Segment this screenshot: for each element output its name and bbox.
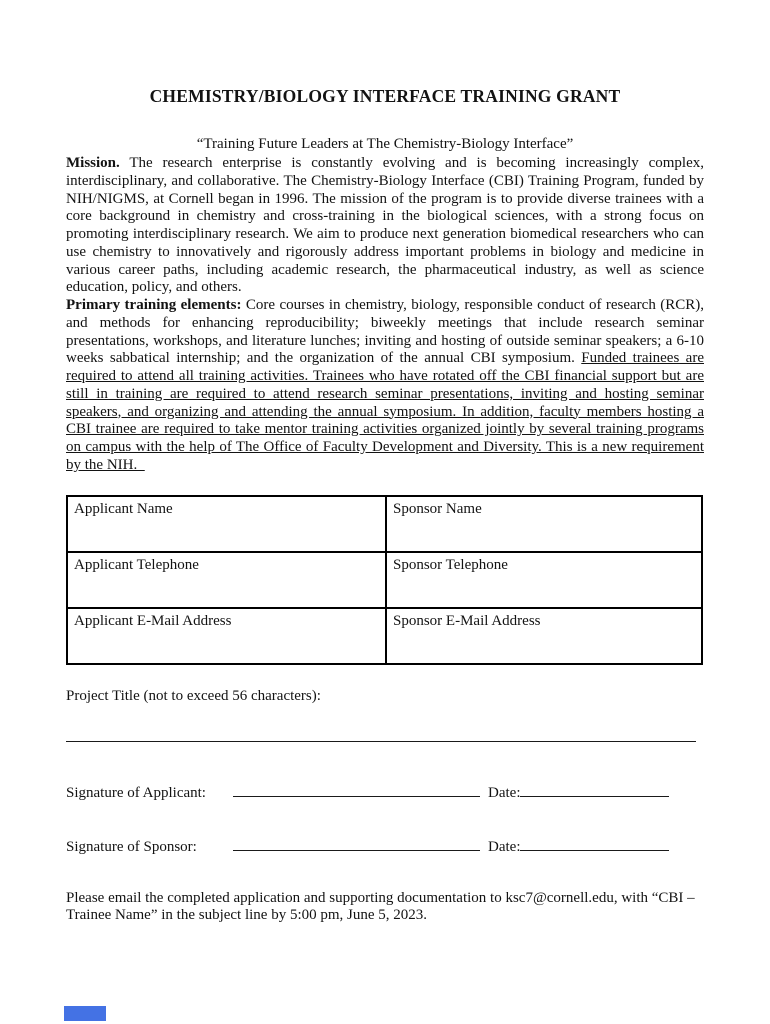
sponsor-signature-row — [66, 838, 704, 856]
sponsor-date-line[interactable] — [520, 838, 669, 851]
training-text: Core courses in chemistry, biology, responsible conduct of research (RCR), and methods for enhancing reproducibility; biweekly meetings that include research seminar presentations, workshops, and literature lunches; inviting and hosting of outside seminar speakers; a 6-10 weeks sabbatical internship; and the organization of the annual CBI symposium. — [66, 297, 705, 367]
mission-paragraph — [66, 155, 704, 297]
table-row — [68, 553, 701, 609]
applicant-email-cell[interactable]: Applicant E-Mail Address — [68, 609, 387, 663]
page-subtitle: “Training Future Leaders at The Chemistry-Biology Interface” — [196, 136, 574, 152]
mission-text: The research enterprise is constantly evolving and is becoming increasingly complex, interdisciplinary, and collaborative. The Chemistry-Biology Interface (CBI) Training Program, funded by NIH/NIGMS, at Cornell began in 1996. The mission of the program is to provide diverse trainees with a core background in chemistry and cross-training in the biological sciences, with a strong focus on promoting interdisciplinary research. We aim to produce next generation biomedical researchers who can use chemistry to innovatively and rigorously address important problems in biology and medicine in various career paths, including academic research, the pharmaceutical industry, as well as science education, policy, and others. — [66, 155, 704, 296]
project-title-input-line[interactable] — [66, 741, 696, 742]
applicant-signature-row — [66, 784, 704, 802]
applicant-name-cell[interactable]: Applicant Name — [68, 497, 387, 551]
table-row — [68, 609, 701, 663]
sponsor-signature-line[interactable] — [233, 838, 480, 851]
mission-label: Mission. — [66, 155, 120, 171]
sponsor-telephone-cell[interactable]: Sponsor Telephone — [393, 556, 508, 573]
submission-instructions: Please email the completed application and supporting documentation to ksc7@cornell.edu, with “CBI – Trainee Name” in the subject line by 5:00 pm, June 5, 2023. — [66, 889, 695, 924]
applicant-telephone-cell[interactable]: Applicant Telephone — [68, 553, 387, 607]
training-paragraph — [66, 297, 704, 475]
sponsor-email-cell[interactable]: Sponsor E-Mail Address — [393, 612, 541, 629]
training-underlined-text: Funded trainees are required to attend all training activities. Trainees who have rotated off the CBI financial support but are still in training are required to attend research seminar presentations, inviting and hosting seminar speakers, and organizing and attending the annual symposium. In addition, faculty members hosting a CBI trainee are required to take mentor training activities organized jointly by several training programs on campus with the help of The Office of Faculty Development and Diversity. This is a new requirement by the NIH. — [66, 350, 704, 473]
applicant-date-line[interactable] — [520, 784, 669, 797]
applicant-signature-line[interactable] — [233, 784, 480, 797]
document-page — [66, 0, 704, 940]
sponsor-date-label: Date: — [488, 838, 521, 855]
applicant-signature-label: Signature of Applicant: — [66, 784, 206, 801]
project-title-label: Project Title (not to exceed 56 characters): — [66, 687, 321, 704]
sponsor-signature-label: Signature of Sponsor: — [66, 838, 197, 855]
table-row — [68, 497, 701, 553]
page-title: CHEMISTRY/BIOLOGY INTERFACE TRAINING GRANT — [149, 86, 621, 106]
sponsor-name-cell[interactable]: Sponsor Name — [393, 500, 482, 517]
applicant-sponsor-table — [66, 495, 703, 665]
training-label: Primary training elements: — [66, 297, 242, 313]
applicant-date-label: Date: — [488, 784, 521, 801]
blue-marker — [64, 1006, 106, 1021]
